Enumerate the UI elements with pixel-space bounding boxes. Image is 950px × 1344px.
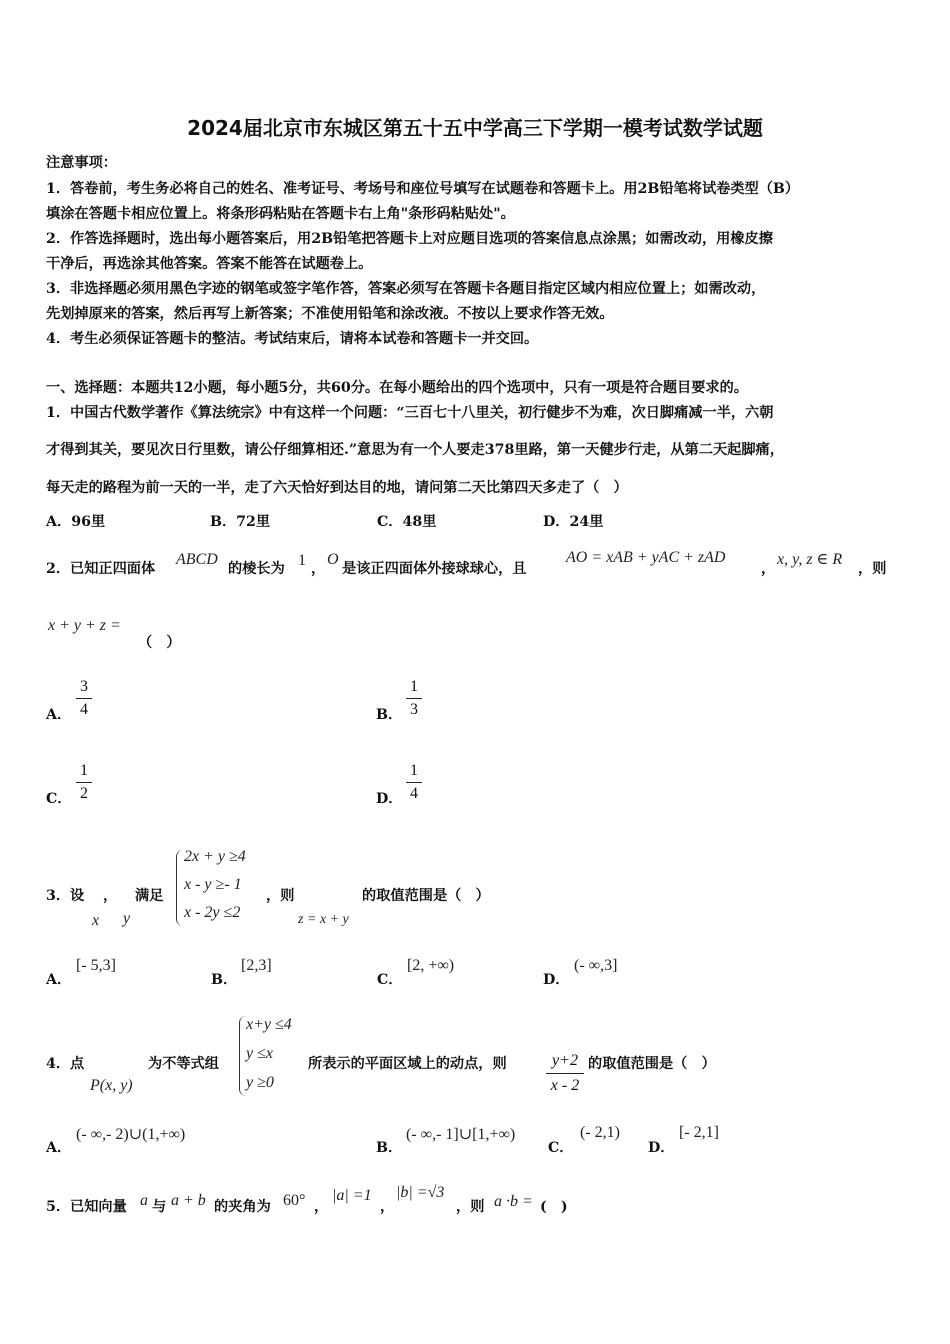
notice-line: 先划掉原来的答案，然后再写上新答案；不准使用铅笔和涂改液。不按以上要求作答无效。: [46, 306, 614, 322]
q4-text: 为不等式组: [148, 1056, 219, 1072]
q4-text: 所表示的平面区域上的动点，则: [308, 1056, 507, 1072]
q3-text: 3．设: [46, 888, 85, 904]
q2-math-abcd: ABCD: [176, 551, 218, 568]
q3-text: ，: [103, 888, 118, 904]
q5-text: 5．已知向量: [46, 1199, 127, 1215]
q4-inequality: y ≤x: [246, 1045, 273, 1062]
notice-line: 填涂在答题卡相应位置上。将条形码粘贴在答题卡右上角"条形码粘贴处"。: [46, 206, 515, 222]
fraction-bar: [76, 782, 92, 783]
q4-option-b-label: B．: [376, 1140, 403, 1156]
q5-text: ，则: [456, 1199, 485, 1215]
fraction-denominator: 3: [410, 701, 418, 718]
fraction-bar: [546, 1073, 584, 1074]
q5-text: ，: [380, 1199, 395, 1215]
q5-math-a-plus-b: a + b: [171, 1192, 206, 1209]
q4-option-c: (- 2,1): [580, 1124, 620, 1141]
system-brace: [176, 850, 183, 926]
q3-option-a-label: A．: [46, 972, 72, 988]
q2-text: ，: [761, 561, 776, 577]
q5-math-norm-a: |a| =1: [332, 1187, 372, 1204]
q3-text: 满足: [135, 888, 164, 904]
q3-math-y: y: [123, 910, 131, 927]
q3-inequality: 2x + y ≥4: [184, 848, 246, 865]
q4-option-a: (- ∞,- 2)∪(1,+∞): [76, 1126, 186, 1143]
q3-option-d: (- ∞,3]: [574, 957, 618, 974]
q3-text: ，则: [266, 888, 295, 904]
q4-inequality: y ≥0: [246, 1074, 274, 1091]
notice-line: 2．作答选择题时，选出每小题答案后，用2B铅笔把答题卡上对应题目选项的答案信息点涂黑；如需改动，用橡皮擦: [46, 231, 773, 247]
q4-inequality: x+y ≤4: [246, 1016, 292, 1033]
fraction-bar: [406, 782, 422, 783]
q2-text: 的棱长为: [228, 561, 285, 577]
fraction-denominator: 4: [410, 785, 418, 802]
q4-option-d: [- 2,1]: [679, 1124, 719, 1141]
q3-option-d-label: D．: [543, 972, 570, 988]
q4-option-a-label: A．: [46, 1140, 72, 1156]
q3-text: 的取值范围是（ ）: [362, 888, 490, 904]
q4-fraction: [546, 1052, 584, 1095]
q5-math-angle: 60°: [283, 1192, 306, 1209]
q5-math-a: a: [140, 1192, 148, 1209]
fraction-bar: [76, 698, 92, 699]
question-1-line: 1．中国古代数学著作《算法统宗》中有这样一个问题：“三百七十八里关，初行健步不为难，次日脚痛减一半，六朝: [46, 405, 774, 421]
q1-option-d: D．24里: [543, 514, 604, 530]
fraction-denominator: 4: [80, 701, 88, 718]
fraction-bar: [406, 698, 422, 699]
q2-math-o: O: [327, 551, 339, 568]
q2-math-one: 1: [298, 552, 306, 569]
q2-text: （ ）: [138, 635, 181, 651]
q2-option-b-fraction: [406, 678, 422, 719]
q2-math-xyz-real: x, y, z ∈ R: [777, 551, 843, 568]
question-1-line: 才得到其关，要见次日行里数，请公仔细算相还.”意思为有一个人要走378里路，第一天健步行走，从第二天起脚痛，: [46, 442, 784, 458]
q3-math-z: z = x + y: [298, 912, 349, 927]
q1-option-c: C．48里: [377, 514, 437, 530]
q2-option-a-fraction: [76, 678, 92, 719]
fraction-numerator: 1: [410, 762, 418, 779]
q2-option-a-label: A．: [46, 707, 72, 723]
q2-option-b-label: B．: [376, 707, 403, 723]
fraction-numerator: 1: [80, 762, 88, 779]
q3-option-c: [2, +∞): [407, 957, 455, 974]
q4-math-point: P(x, y): [90, 1077, 133, 1094]
section-heading: 一、选择题：本题共12小题，每小题5分，共60分。在每小题给出的四个选项中，只有一项是符合题目要求的。: [46, 380, 748, 396]
notice-heading: 注意事项：: [46, 155, 117, 171]
q5-math-norm-b: |b| =√3: [396, 1184, 445, 1201]
q2-option-c-fraction: [76, 762, 92, 803]
q5-math-dot: a ·b =: [494, 1193, 533, 1210]
fraction-numerator: 1: [410, 678, 418, 695]
q5-text: 的夹角为: [214, 1199, 271, 1215]
q5-text: ( ): [540, 1199, 568, 1215]
fraction-denominator: x - 2: [550, 1077, 580, 1094]
q5-text: ，: [314, 1199, 329, 1215]
q3-option-a: [- 5,3]: [76, 957, 116, 974]
question-1-line: 每天走的路程为前一天的一半，走了六天恰好到达目的地，请问第二天比第四天多走了（ ）: [46, 480, 628, 496]
notice-line: 4．考生必须保证答题卡的整洁。考试结束后，请将本试卷和答题卡一并交回。: [46, 331, 539, 347]
q4-text: 的取值范围是（ ）: [588, 1056, 716, 1072]
q5-text: 与: [152, 1199, 167, 1215]
fraction-numerator: y+2: [552, 1052, 578, 1069]
q2-text: ，则: [858, 561, 887, 577]
fraction-numerator: 3: [80, 678, 88, 695]
q2-text: 2．已知正四面体: [46, 561, 156, 577]
q2-option-d-fraction: [406, 762, 422, 803]
q4-option-d-label: D．: [648, 1140, 675, 1156]
page-title: 2024届北京市东城区第五十五中学高三下学期一模考试数学试题: [187, 116, 763, 140]
q1-option-a: A．96里: [46, 514, 106, 530]
q4-text: 4．点: [46, 1056, 85, 1072]
q1-option-b: B．72里: [210, 514, 271, 530]
notice-line: 1．答卷前，考生务必将自己的姓名、准考证号、考场号和座位号填写在试题卷和答题卡上。用2B铅笔将试卷类型（B）: [46, 181, 800, 197]
q3-option-b: [2,3]: [241, 957, 272, 974]
notice-line: 干净后，再选涂其他答案。答案不能答在试题卷上。: [46, 256, 373, 272]
q3-option-b-label: B．: [211, 972, 238, 988]
q3-inequality: x - 2y ≤2: [184, 904, 241, 921]
q2-text: ，: [311, 561, 326, 577]
notice-line: 3．非选择题必须用黑色字迹的钢笔或签字笔作答，答案必须写在答题卡各题目指定区域内相应位置上；如需改动，: [46, 281, 766, 297]
q3-inequality: x - y ≥- 1: [184, 876, 242, 893]
q4-option-b: (- ∞,- 1]∪[1,+∞): [406, 1126, 516, 1143]
q4-option-c-label: C．: [548, 1140, 574, 1156]
q2-math-vector-eq: AO = xAB + yAC + zAD: [566, 549, 726, 566]
q3-math-x: x: [92, 912, 100, 929]
system-brace: [239, 1016, 246, 1096]
fraction-denominator: 2: [80, 785, 88, 802]
q3-option-c-label: C．: [377, 972, 403, 988]
q2-text: 是该正四面体外接球球心，且: [342, 561, 527, 577]
q2-math-sum: x + y + z =: [48, 617, 121, 634]
q2-option-c-label: C．: [46, 791, 72, 807]
q2-option-d-label: D．: [376, 791, 403, 807]
